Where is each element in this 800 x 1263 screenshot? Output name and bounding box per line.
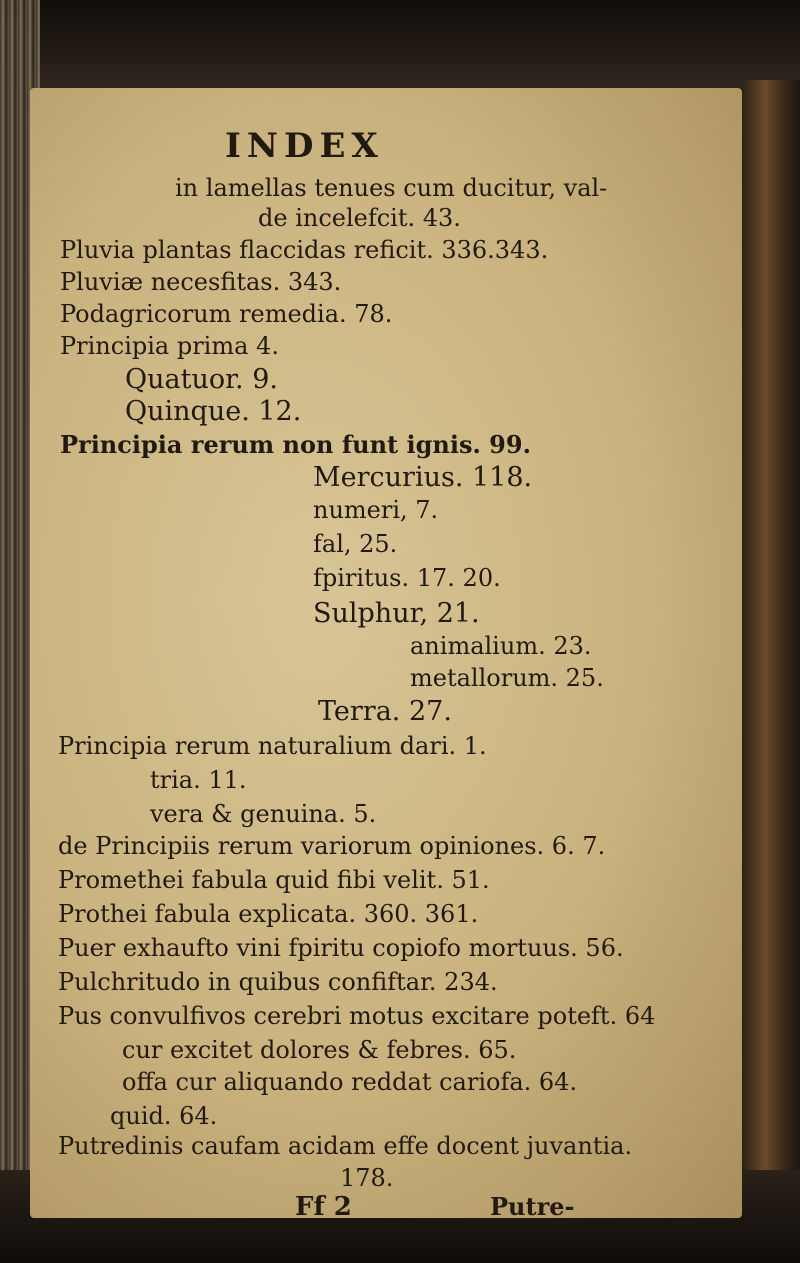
- index-entry: Principia rerum naturalium dari. 1.: [58, 732, 487, 760]
- index-entry: in lamellas tenues cum ducitur, val-: [175, 174, 608, 202]
- index-entry: Mercurius. 118.: [313, 462, 533, 493]
- index-entry: fpiritus. 17. 20.: [313, 564, 501, 592]
- index-entry: metallorum. 25.: [410, 664, 604, 692]
- index-entry: Quatuor. 9.: [125, 364, 278, 395]
- index-entry: offa cur aliquando reddat cariofa. 64.: [122, 1068, 578, 1096]
- index-entry: vera & genuina. 5.: [150, 800, 377, 828]
- index-entry: Putredinis caufam acidam effe docent juvantia.: [58, 1132, 633, 1160]
- index-entry: cur excitet dolores & febres. 65.: [122, 1036, 517, 1064]
- index-entry: quid. 64.: [110, 1102, 218, 1130]
- index-entry: Principia rerum non funt ignis. 99.: [60, 430, 531, 459]
- index-entry: de Principiis rerum variorum opiniones. 6. 7.: [58, 832, 606, 860]
- index-entry: 178.: [340, 1164, 394, 1192]
- index-entry: Pulchritudo in quibus confiftar. 234.: [58, 968, 498, 996]
- index-entry: numeri, 7.: [313, 496, 439, 524]
- index-entry: Puer exhaufto vini fpiritu copiofo mortuus. 56.: [58, 934, 624, 962]
- index-entry: Principia prima 4.: [60, 332, 279, 360]
- page-header: INDEX: [225, 126, 384, 166]
- index-entry: Quinque. 12.: [125, 396, 302, 427]
- index-entry: Prothei fabula explicata. 360. 361.: [58, 900, 479, 928]
- index-entry: animalium. 23.: [410, 632, 592, 660]
- index-entry: Pluvia plantas flaccidas reficit. 336.343.: [60, 236, 549, 264]
- index-entry: Promethei fabula quid fibi velit. 51.: [58, 866, 490, 894]
- index-entry: Pus convulfivos cerebri motus excitare poteft. 64: [58, 1002, 656, 1030]
- index-entry: tria. 11.: [150, 766, 247, 794]
- index-entry: Sulphur, 21.: [313, 598, 480, 629]
- signature-mark: Ff 2: [295, 1192, 352, 1222]
- book-page: [30, 88, 742, 1222]
- dark-background-top: [0, 0, 800, 88]
- index-entry: de incelefcit. 43.: [258, 204, 461, 232]
- index-entry: Podagricorum remedia. 78.: [60, 300, 393, 328]
- index-entry: Pluviæ necesfitas. 343.: [60, 268, 342, 296]
- index-entry: fal, 25.: [313, 530, 398, 558]
- index-entry: Terra. 27.: [318, 696, 452, 727]
- catchword: Putre-: [490, 1192, 575, 1221]
- book-fore-edge: [742, 80, 800, 1200]
